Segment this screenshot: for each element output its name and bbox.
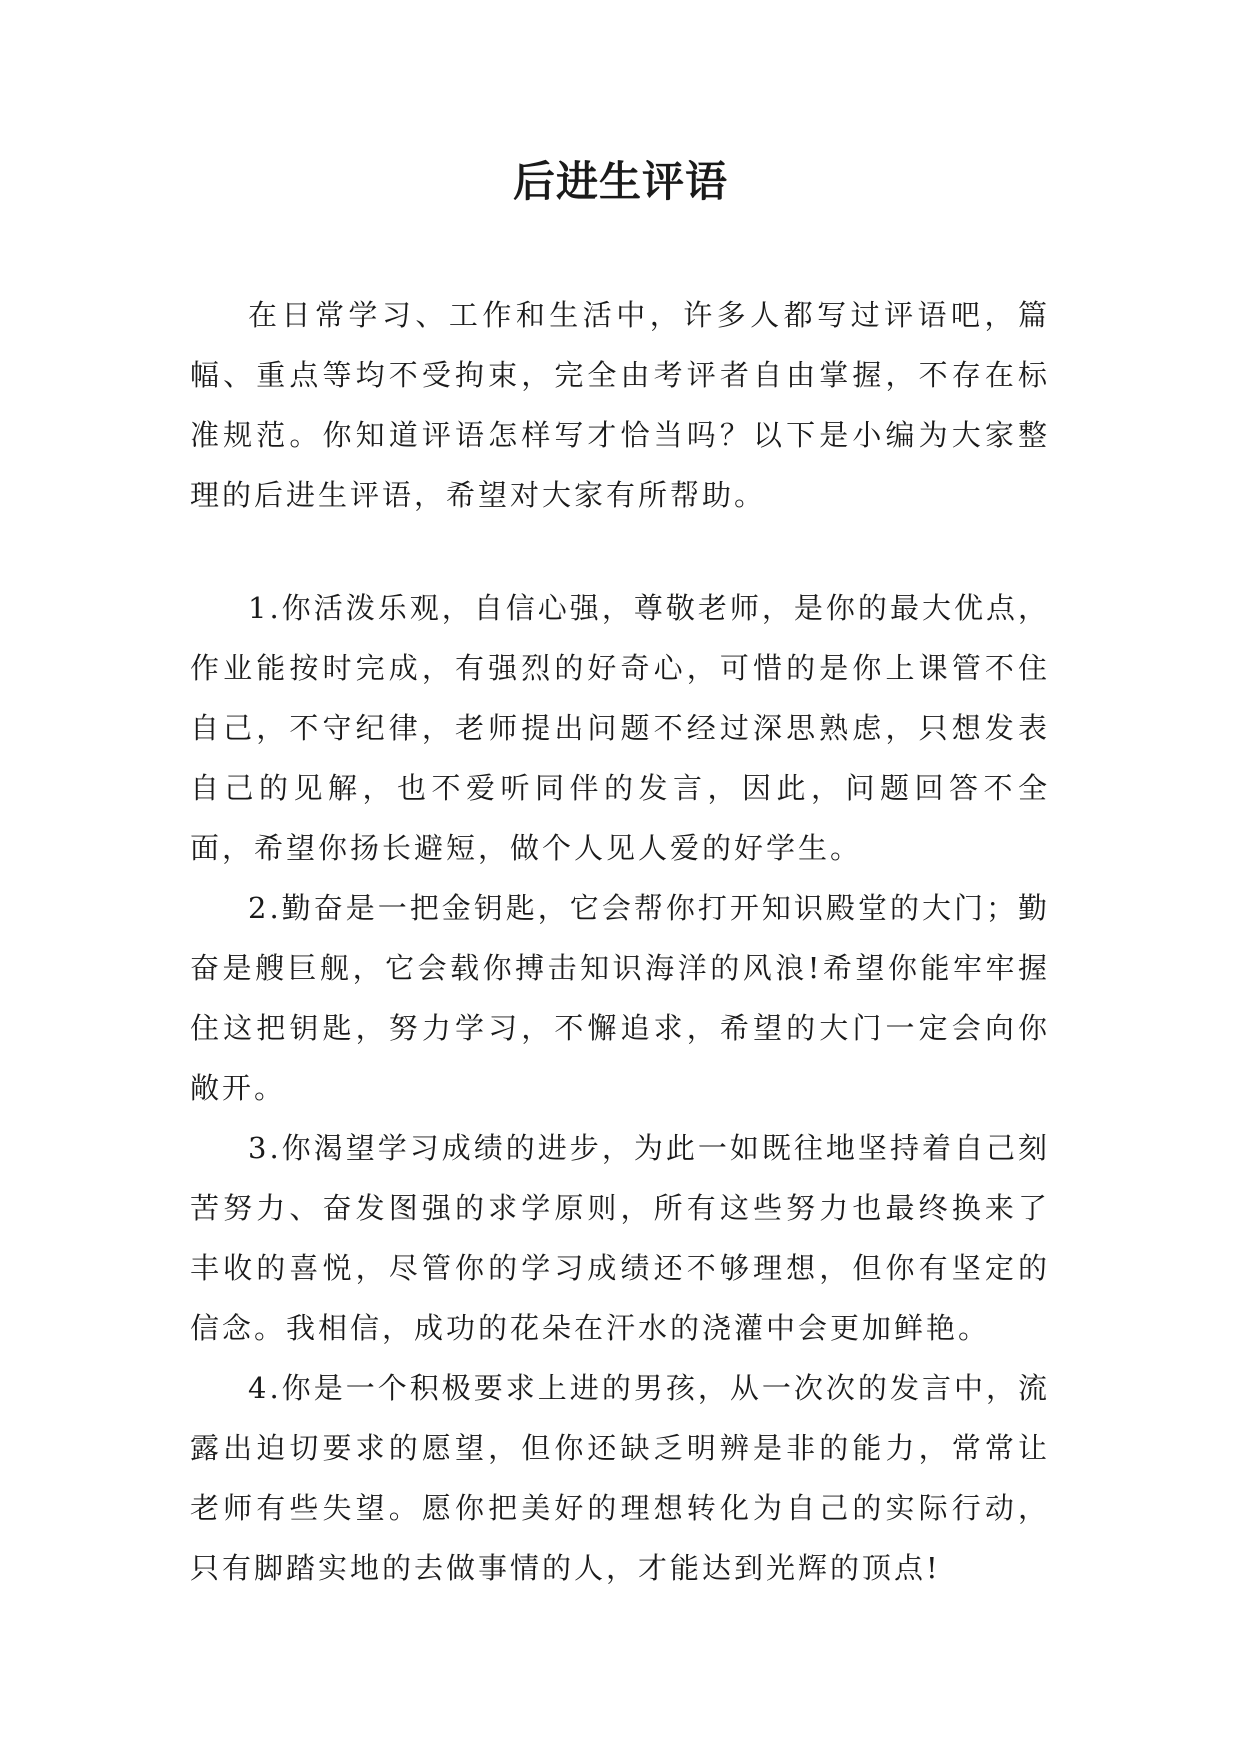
comment-item-4: 4.你是一个积极要求上进的男孩，从一次次的发言中，流露出迫切要求的愿望，但你还缺乏明辨是非的能力，常常让老师有些失望。愿你把美好的理想转化为自己的实际行动，只有脚踏实地的去做事情的人，才能达到光辉的顶点! [190,1371,1050,1585]
comment-item-1: 1.你活泼乐观，自信心强，尊敬老师，是你的最大优点，作业能按时完成，有强烈的好奇心，可惜的是你上课管不住自己，不守纪律，老师提出问题不经过深思熟虑，只想发表自己的见解，也不爱听同伴的发言，因此，问题回答不全面，希望你扬长避短，做个人见人爱的好学生。 [190,591,1050,865]
document-title: 后进生评语 [512,157,728,206]
intro-section [190,285,1050,525]
comment-list [190,578,1050,1598]
comment-item-2: 2.勤奋是一把金钥匙，它会帮你打开知识殿堂的大门；勤奋是艘巨舰，它会载你搏击知识海洋的风浪!希望你能牢牢握住这把钥匙，努力学习，不懈追求，希望的大门一定会向你敞开。 [190,891,1050,1105]
intro-paragraph: 在日常学习、工作和生活中，许多人都写过评语吧，篇幅、重点等均不受拘束，完全由考评者自由掌握，不存在标准规范。你知道评语怎样写才恰当吗？以下是小编为大家整理的后进生评语，希望对大家有所帮助。 [190,298,1050,512]
comment-item-3: 3.你渴望学习成绩的进步，为此一如既往地坚持着自己刻苦努力、奋发图强的求学原则，所有这些努力也最终换来了丰收的喜悦，尽管你的学习成绩还不够理想，但你有坚定的信念。我相信，成功的花朵在汗水的浇灌中会更加鲜艳。 [190,1131,1050,1345]
